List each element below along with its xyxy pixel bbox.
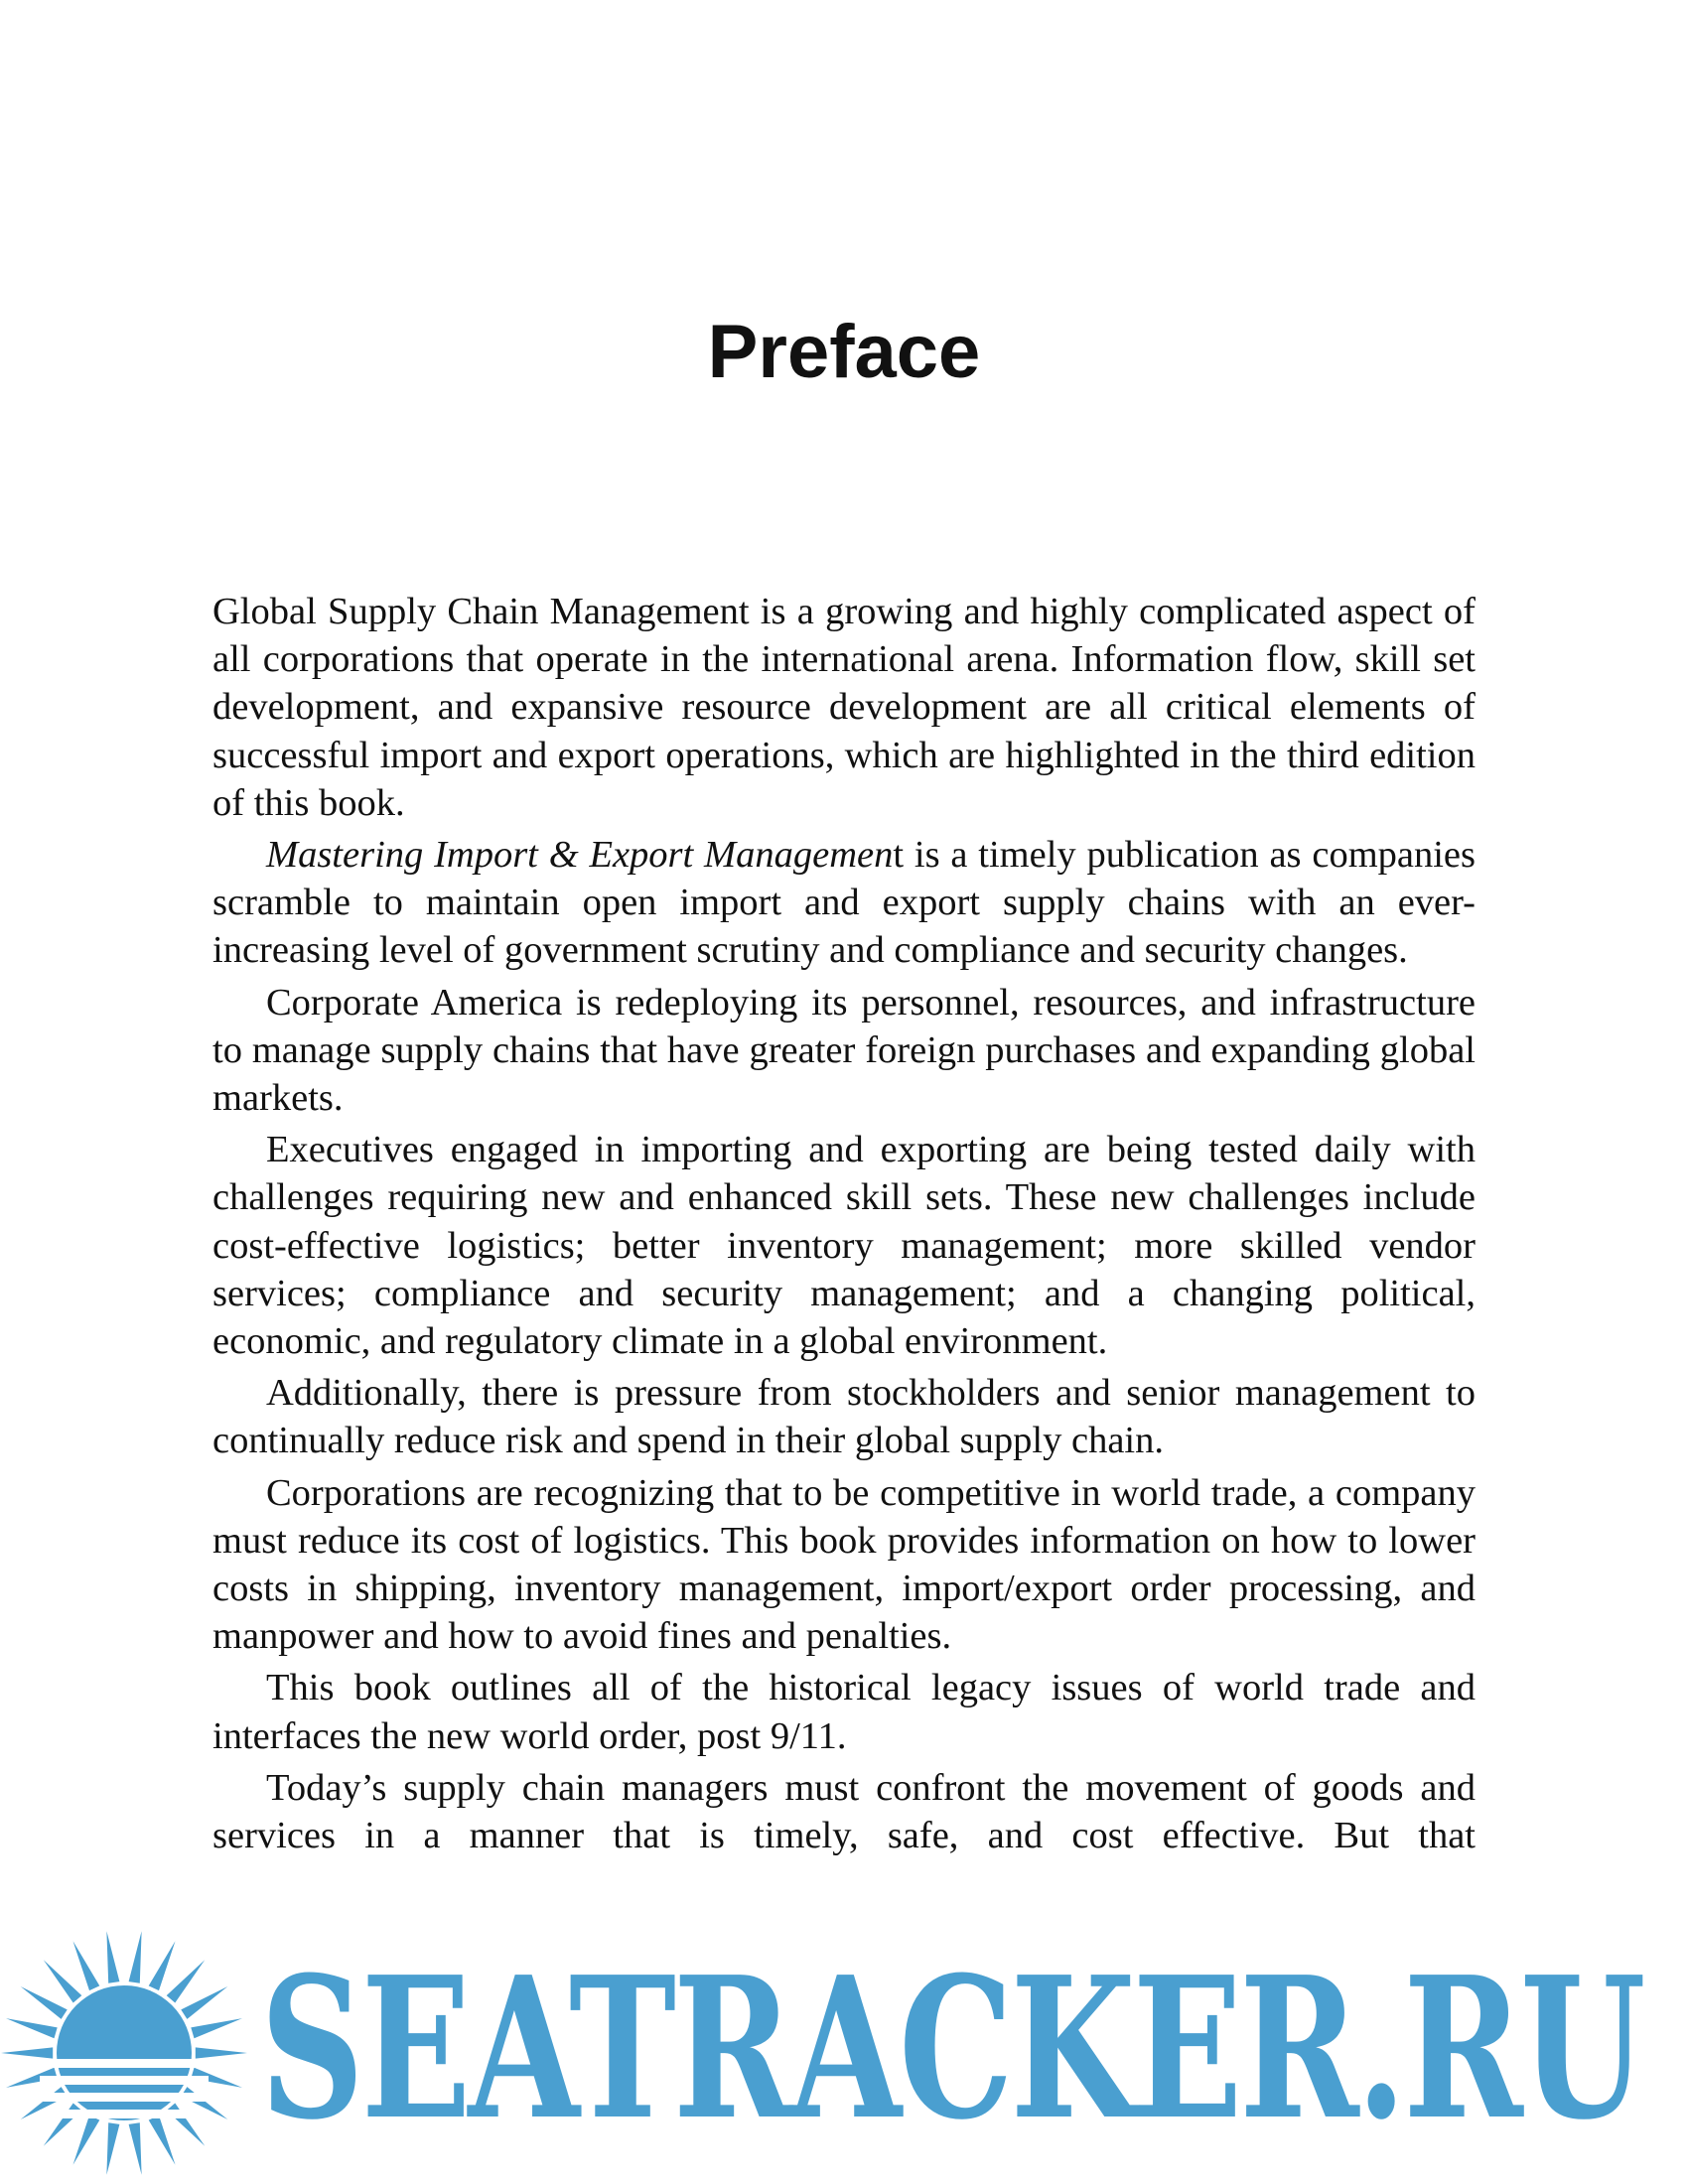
watermark-text: SEATRACKER.RU xyxy=(260,1935,1643,2163)
paragraph-3: Corporate America is redeploying its personnel, resources, and infrastructure to manage supply chains that have greater foreign purchases and expanding global markets. xyxy=(212,981,1476,1120)
book-title: Mastering Import & Export Managemen xyxy=(266,834,894,877)
preface-body xyxy=(212,588,1476,1863)
sun-icon xyxy=(0,1926,248,2184)
paragraph-5: Additionally, there is pressure from stockholders and senior management to continually reduce risk and spend in their global supply chain. xyxy=(212,1372,1476,1462)
paragraph-7: This book outlines all of the historical legacy issues of world trade and interfaces the new world order, post 9/11. xyxy=(212,1667,1476,1757)
paragraph-1: Global Supply Chain Management is a growing and highly complicated aspect of all corporations that operate in the international arena. Information flow, skill set development, and expansive resource development are all critical elements of successful import and export operations, which are highlighted in the third edition of this book. xyxy=(212,591,1476,824)
paragraph-2-text: t is a timely publication as companies scramble to maintain open import and export supply chains with an ever-increasing level of government scrutiny and compliance and security changes. xyxy=(212,834,1476,972)
page-title: Preface xyxy=(707,310,981,394)
paragraph-8: Today’s supply chain managers must confront the movement of goods and services in a manner that is timely, safe, and cost effective. But that xyxy=(212,1766,1476,1857)
paragraph-6: Corporations are recognizing that to be competitive in world trade, a company must reduce its cost of logistics. This book provides information on how to lower costs in shipping, inventory management, import/export order processing, and manpower and how to avoid fines and penalties. xyxy=(212,1471,1476,1658)
paragraph-2 xyxy=(212,831,1476,975)
paragraph-4: Executives engaged in importing and exporting are being tested daily with challenges requiring new and enhanced skill sets. These new challenges include cost-effective logistics; better inventory management; more skilled vendor services; compliance and security management; and a changing political, economic, and regulatory climate in a global environment. xyxy=(212,1129,1476,1363)
watermark xyxy=(0,1926,1688,2184)
